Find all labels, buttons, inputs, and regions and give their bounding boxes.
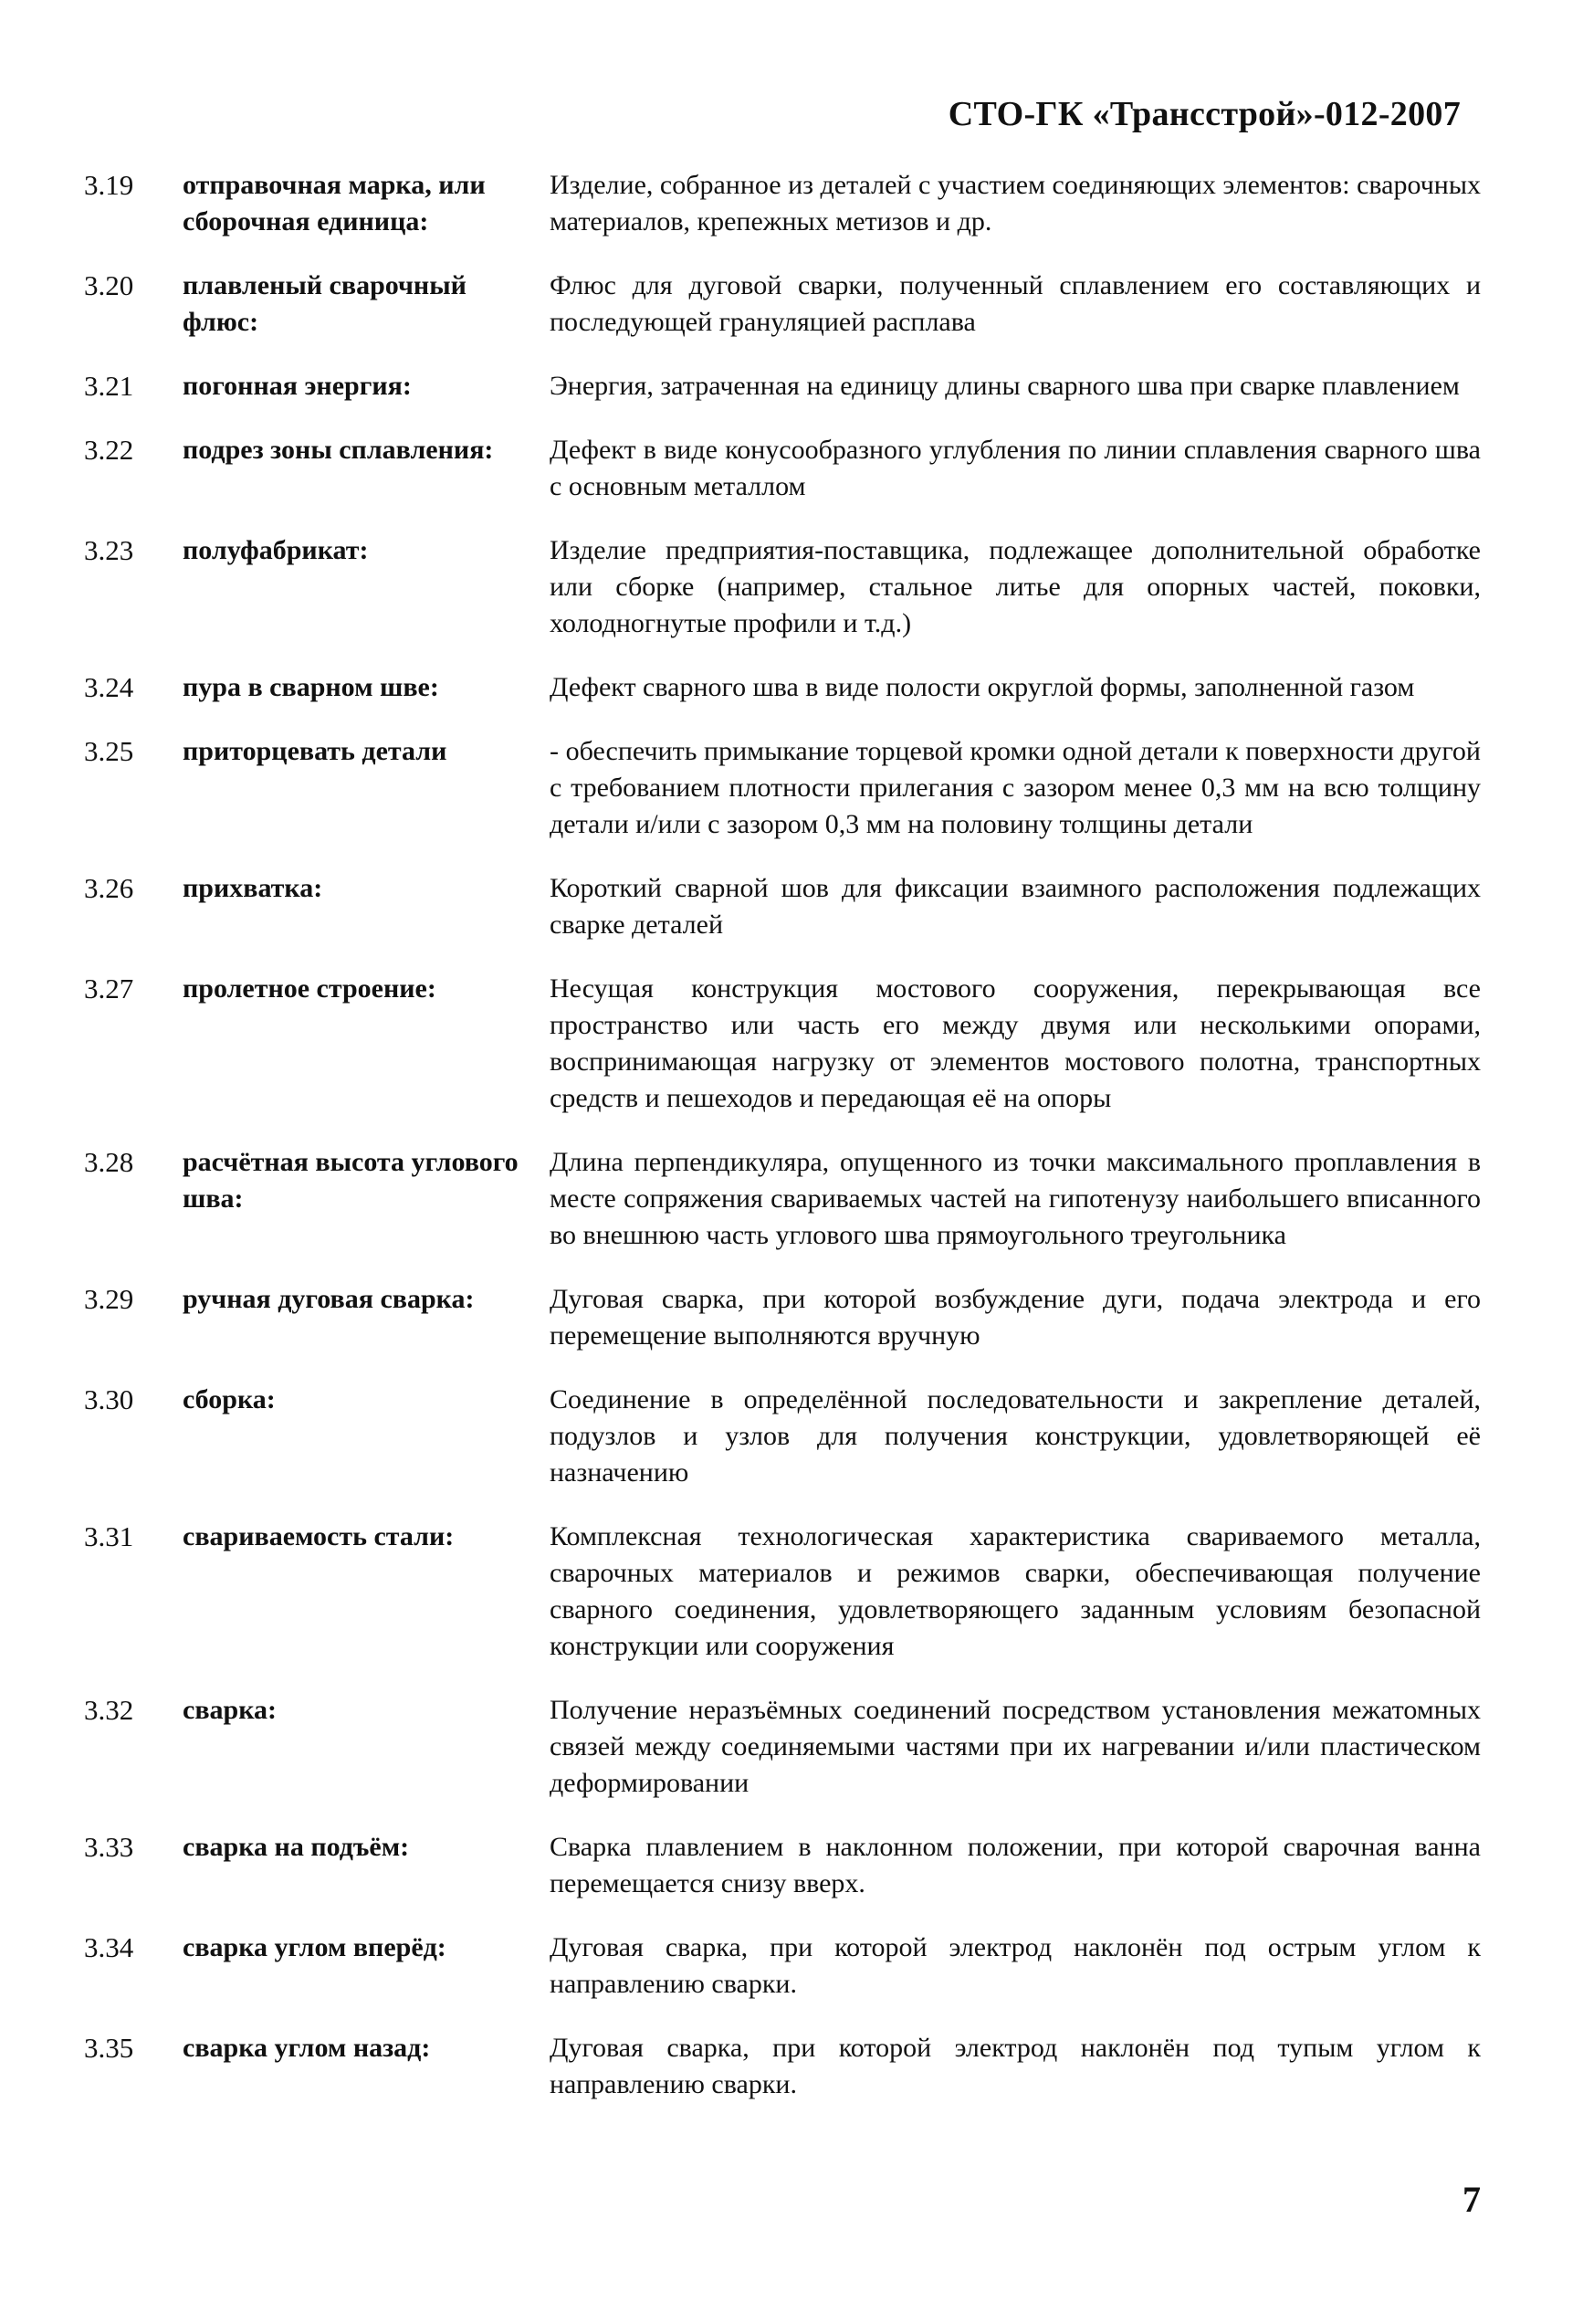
term-number: 3.29: [84, 1283, 134, 1315]
term-row-3-29: [84, 1281, 1481, 1354]
term-number: 3.34: [84, 1931, 134, 1963]
term-row-3-34: [84, 1930, 1481, 2003]
term-name: плавленый сварочный флюс:: [183, 270, 467, 337]
term-number: 3.20: [84, 269, 134, 301]
term-definition: Сварка плавлением в наклонном положении, при которой сварочная ванна перемещается снизу вверх.: [550, 1832, 1481, 1898]
term-name: свариваемость стали:: [183, 1521, 455, 1551]
term-number: 3.24: [84, 671, 134, 703]
term-row-3-31: [84, 1519, 1481, 1665]
term-definition: Короткий сварной шов для фиксации взаимного расположения подлежащих сварке деталей: [550, 873, 1481, 940]
term-number: 3.27: [84, 973, 134, 1004]
term-definition: Энергия, затраченная на единицу длины сварного шва при сварке плавлением: [550, 371, 1460, 401]
term-definition: Дуговая сварка, при которой электрод наклонён под тупым углом к направлению сварки.: [550, 2033, 1481, 2099]
terms-list: [84, 167, 1481, 2130]
term-row-3-33: [84, 1829, 1481, 1902]
term-name: подрез зоны сплавления:: [183, 435, 494, 465]
term-name: расчётная высота углового шва:: [183, 1147, 519, 1214]
term-number: 3.26: [84, 872, 134, 904]
term-name: ручная дуговая сварка:: [183, 1284, 475, 1314]
term-row-3-35: [84, 2030, 1481, 2103]
term-number: 3.25: [84, 735, 134, 767]
term-number: 3.31: [84, 1520, 134, 1552]
term-name: приторцевать детали: [183, 736, 447, 766]
term-name: сварка на подъём:: [183, 1832, 410, 1862]
term-definition: Дуговая сварка, при которой электрод наклонён под острым углом к направлению сварки.: [550, 1932, 1481, 1999]
term-row-3-24: [84, 669, 1481, 706]
term-definition: Дефект в виде конусообразного углубления по линии сплавления сварного шва с основным металлом: [550, 435, 1481, 501]
term-row-3-22: [84, 432, 1481, 505]
term-definition: Комплексная технологическая характеристика свариваемого металла, сварочных материалов и режимов сварки, обеспечивающая получение сварного соединения, удовлетворяющего заданным условиям безопасной конструкции или сооружения: [550, 1521, 1481, 1661]
term-name: сварка:: [183, 1695, 278, 1725]
term-number: 3.19: [84, 169, 134, 201]
term-row-3-26: [84, 870, 1481, 943]
term-row-3-21: [84, 368, 1481, 405]
term-definition: Длина перпендикуляра, опущенного из точки максимального проплавления в месте сопряжения свариваемых частей на гипотенузу наибольшего вписанного во внешнюю часть углового шва прямоугольного треугольника: [550, 1147, 1481, 1250]
term-name: прихватка:: [183, 873, 323, 903]
term-number: 3.28: [84, 1146, 134, 1178]
term-name: отправочная марка, или сборочная единица:: [183, 170, 486, 237]
term-name: сварка углом вперёд:: [183, 1932, 446, 1962]
term-row-3-30: [84, 1382, 1481, 1491]
page-number: 7: [1462, 2179, 1481, 2220]
term-number: 3.35: [84, 2032, 134, 2064]
term-row-3-28: [84, 1144, 1481, 1254]
term-name: пура в сварном шве:: [183, 672, 439, 702]
term-number: 3.23: [84, 534, 134, 566]
term-row-3-25: [84, 733, 1481, 843]
term-definition: Дуговая сварка, при которой возбуждение дуги, подача электрода и его перемещение выполняются вручную: [550, 1284, 1481, 1351]
term-row-3-23: [84, 532, 1481, 642]
term-number: 3.32: [84, 1694, 134, 1726]
term-definition: Флюс для дуговой сварки, полученный сплавлением его составляющих и последующей грануляцией расплава: [550, 270, 1481, 337]
term-number: 3.22: [84, 434, 134, 466]
term-row-3-20: [84, 268, 1481, 341]
term-definition: Несущая конструкция мостового сооружения, перекрывающая все пространство или часть его между двумя или несколькими опорами, воспринимающая нагрузку от элементов мостового полотна, транспортных средств и пешеходов и передающая её на опоры: [550, 973, 1481, 1113]
term-name: сварка углом назад:: [183, 2033, 431, 2063]
term-name: сборка:: [183, 1384, 276, 1414]
term-row-3-32: [84, 1692, 1481, 1802]
document-header: СТО-ГК «Трансстрой»-012-2007: [948, 95, 1461, 133]
term-definition: Изделие предприятия-поставщика, подлежащее дополнительной обработке или сборке (например, стальное литье для опорных частей, поковки, холодногнутые профили и т.д.): [550, 535, 1481, 638]
term-name: пролетное строение:: [183, 973, 436, 1004]
term-row-3-19: [84, 167, 1481, 240]
term-number: 3.33: [84, 1831, 134, 1863]
term-definition: Соединение в определённой последовательности и закрепление деталей, подузлов и узлов для получения конструкции, удовлетворяющей её назначению: [550, 1384, 1481, 1488]
term-definition: Изделие, собранное из деталей с участием соединяющих элементов: сварочных материалов, крепежных метизов и др.: [550, 170, 1481, 237]
term-name: погонная энергия:: [183, 371, 412, 401]
term-definition: Получение неразъёмных соединений посредством установления межатомных связей между соединяемыми частями при их нагревании и/или пластическом деформировании: [550, 1695, 1481, 1798]
term-definition: Дефект сварного шва в виде полости округлой формы, заполненной газом: [550, 672, 1415, 702]
term-number: 3.30: [84, 1383, 134, 1415]
term-number: 3.21: [84, 370, 134, 402]
term-row-3-27: [84, 971, 1481, 1117]
term-definition: - обеспечить примыкание торцевой кромки одной детали к поверхности другой с требованием плотности прилегания с зазором менее 0,3 мм на всю толщину детали и/или с зазором 0,3 мм на половину толщины детали: [550, 736, 1481, 839]
term-name: полуфабрикат:: [183, 535, 369, 565]
